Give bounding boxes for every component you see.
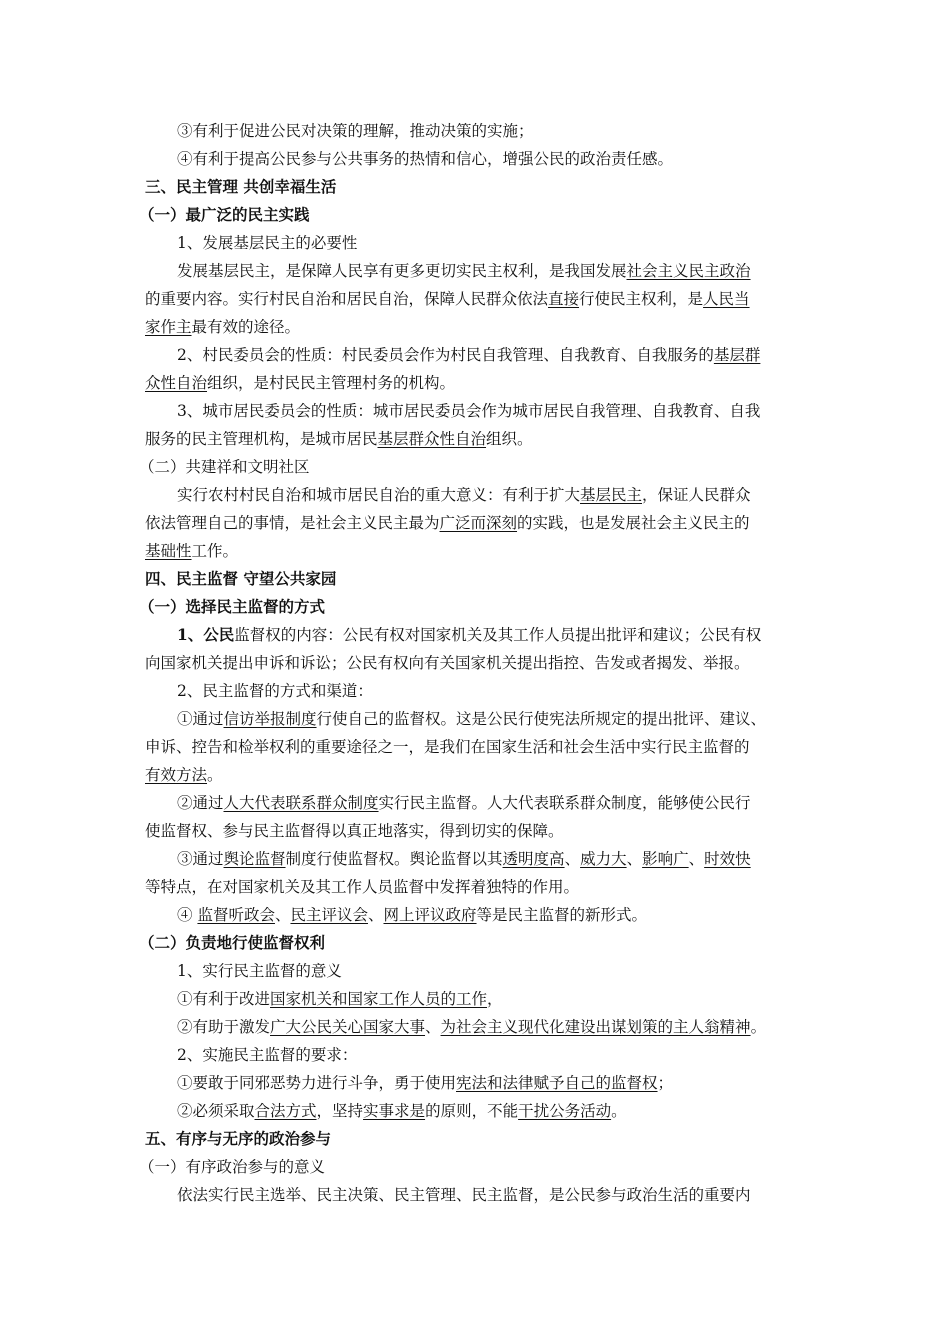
- text-line: [145, 285, 810, 313]
- text-span: 发展基层民主，是保障人民享有更多更切实民主权利，是我国发展: [177, 262, 627, 280]
- text-span: ①通过: [177, 710, 224, 728]
- text-span: 实行农村村民自治和城市居民自治的重大意义：有利于扩大: [177, 486, 581, 504]
- text-line: [145, 257, 810, 285]
- document-page: [139, 117, 810, 1209]
- text-line: [145, 873, 810, 901]
- text-span: 、: [626, 850, 643, 868]
- text-span: ③有利于促进公民对决策的理解，推动决策的实施；: [177, 122, 534, 140]
- text-span: 制度行使监督权。舆论监督以其: [285, 850, 503, 868]
- text-span: 依法实行民主选举、民主决策、民主管理、民主监督，是公民参与政治生活的重要内: [177, 1186, 751, 1204]
- text-line: [145, 425, 810, 453]
- text-span: 。: [750, 1018, 767, 1036]
- text-span: 2、民主监督的方式和渠道：: [177, 682, 373, 700]
- text-line: [145, 677, 810, 705]
- underlined-term: 宪法和法律赋予自己的监督权: [456, 1074, 658, 1092]
- text-span: ，: [487, 990, 503, 1008]
- text-span: 的原则，不能: [425, 1102, 519, 1120]
- text-span: 组织。: [486, 430, 533, 448]
- text-line: [145, 845, 810, 873]
- text-line: [145, 341, 810, 369]
- underlined-term: 威力大: [580, 850, 627, 868]
- underlined-term: 网上评议政府: [383, 906, 477, 924]
- text-line: [145, 1069, 810, 1097]
- text-line: [145, 117, 810, 145]
- underlined-term: 舆论监督: [223, 850, 286, 868]
- text-span: 等特点，在对国家机关及其工作人员监督中发挥着独特的作用。: [145, 878, 580, 896]
- text-line: [145, 145, 810, 173]
- underlined-term: 干扰公务活动: [518, 1102, 612, 1120]
- text-span: ；: [657, 1074, 674, 1092]
- text-span: 3、城市居民委员会的性质：城市居民委员会作为城市居民自我管理、自我教育、自我: [177, 402, 761, 420]
- text-line: [145, 705, 810, 733]
- text-span: 实行民主监督。人大代表联系群众制度，能够使公民行: [378, 794, 751, 812]
- underlined-term: 透明度高: [502, 850, 565, 868]
- text-span: 2、实施民主监督的要求：: [177, 1046, 358, 1064]
- text-line: [145, 229, 810, 257]
- subsection-heading: [139, 453, 810, 481]
- underlined-term: 实事求是: [363, 1102, 426, 1120]
- text-line: [145, 1181, 810, 1209]
- underlined-term: 基层群: [713, 346, 761, 364]
- text-span: （一）选择民主监督的方式: [139, 597, 326, 616]
- text-span: 使监督权、参与民主监督得以真正地落实，得到切实的保障。: [145, 822, 564, 840]
- underlined-term: 民主评议会: [290, 906, 368, 924]
- text-span: 三、民主管理 共创幸福生活: [145, 177, 337, 196]
- underlined-term: 家作主: [145, 318, 192, 336]
- underlined-term: 监督听政会: [197, 906, 275, 924]
- underlined-term: 基层民主: [580, 486, 643, 504]
- text-span: （二）共建祥和文明社区: [139, 458, 310, 476]
- text-span: 、: [564, 850, 581, 868]
- text-line: [145, 985, 810, 1013]
- text-span: 行使自己的监督权。这是公民行使宪法所规定的提出批评、建议、: [316, 710, 767, 728]
- text-line: [145, 957, 810, 985]
- text-span: 组织，是村民民主管理村务的机构。: [207, 374, 456, 392]
- subsection-heading: [139, 1153, 810, 1181]
- underlined-term: 社会主义民主政治: [626, 262, 751, 280]
- section-heading: [145, 565, 810, 593]
- text-span: 1、发展基层民主的必要性: [177, 234, 358, 252]
- text-line: [145, 817, 810, 845]
- text-span: ②通过: [177, 794, 224, 812]
- text-span: 四、民主监督 守望公共家园: [145, 569, 337, 588]
- text-line: [145, 1097, 810, 1125]
- text-line: [145, 761, 810, 789]
- text-span: 、: [274, 906, 291, 924]
- text-span: 2、村民委员会的性质：村民委员会作为村民自我管理、自我教育、自我服务的: [177, 346, 714, 364]
- subsection-heading: [139, 593, 810, 621]
- text-line: [145, 537, 810, 565]
- text-span: ④有利于提高公民参与公共事务的热情和信心，增强公民的政治责任感。: [177, 150, 674, 168]
- underlined-term: 人大代表联系群众制度: [223, 794, 379, 812]
- text-line: [145, 369, 810, 397]
- underlined-term: 信访举报制度: [223, 710, 317, 728]
- underlined-term: 直接: [548, 290, 580, 308]
- text-span: 申诉、控告和检举权利的重要途径之一，是我们在国家生活和社会生活中实行民主监督的: [145, 738, 750, 756]
- text-span: 最有效的途径。: [191, 318, 301, 336]
- text-span: ②有助于激发: [177, 1018, 271, 1036]
- text-span: 依法管理自己的事情，是社会主义民主最为: [145, 514, 440, 532]
- text-span: 、: [425, 1018, 441, 1036]
- text-line: [145, 649, 810, 677]
- text-line: [145, 789, 810, 817]
- text-span: 1、实行民主监督的意义: [177, 962, 342, 980]
- text-span: 向国家机关提出申诉和诉讼；公民有权向有关国家机关提出指控、告发或者揭发、举报。: [145, 654, 750, 672]
- text-span: ，保证人民群众: [642, 486, 751, 504]
- text-span: 。: [207, 766, 223, 784]
- text-line: [145, 621, 810, 649]
- underlined-term: 广泛而深刻: [439, 514, 518, 532]
- text-span: 服务的民主管理机构，是城市居民: [145, 430, 378, 448]
- text-line: [145, 901, 810, 929]
- text-span: 行使民主权利，是: [579, 290, 704, 308]
- underlined-term: 合法方式: [254, 1102, 317, 1120]
- underlined-term: 有效方法: [145, 766, 208, 784]
- underlined-term: 国家机关和国家工作人员的工作: [270, 990, 488, 1008]
- text-span: 的实践，也是发展社会主义民主的: [517, 514, 750, 532]
- text-span: （二）负责地行使监督权利: [139, 933, 326, 952]
- text-span: 的重要内容。实行村民自治和居民自治，保障人民群众依法: [145, 290, 549, 308]
- text-span: 五、有序与无序的政治参与: [145, 1129, 332, 1148]
- text-span: ①有利于改进: [177, 990, 271, 1008]
- section-heading: [145, 1125, 810, 1153]
- text-line: [145, 397, 810, 425]
- underlined-term: 基础性: [145, 542, 192, 560]
- text-span: 、: [367, 906, 384, 924]
- text-span: 等是民主监督的新形式。: [476, 906, 648, 924]
- section-heading: [145, 173, 810, 201]
- text-span: 工作。: [191, 542, 239, 560]
- text-line: [145, 1013, 810, 1041]
- underlined-term: 众性自治: [145, 374, 208, 392]
- underlined-term: 人民当: [703, 290, 750, 308]
- text-line: [145, 313, 810, 341]
- subsection-heading: [139, 201, 810, 229]
- text-line: [145, 481, 810, 509]
- text-span: （一）有序政治参与的意义: [139, 1158, 326, 1176]
- underlined-term: 时效快: [704, 850, 751, 868]
- text-span: ③通过: [177, 850, 224, 868]
- text-span: ②必须采取: [177, 1102, 255, 1120]
- text-span: （一）最广泛的民主实践: [139, 205, 310, 224]
- text-span: ，坚持: [316, 1102, 364, 1120]
- underlined-term: 影响广: [642, 850, 689, 868]
- underlined-term: 为社会主义现代化建设出谋划策的主人翁精神: [440, 1018, 751, 1036]
- text-line: [145, 733, 810, 761]
- text-span: 监督权的内容：公民有权对国家机关及其工作人员提出批评和建议；公民有权: [234, 626, 762, 644]
- text-line: [145, 1041, 810, 1069]
- underlined-term: 广大公民关心国家大事: [270, 1018, 426, 1036]
- text-line: [145, 509, 810, 537]
- underlined-term: 基层群众性自治: [377, 430, 487, 448]
- text-span: ④: [177, 906, 198, 924]
- text-span: 。: [611, 1102, 627, 1120]
- text-span: 、: [688, 850, 705, 868]
- subsection-heading: [139, 929, 810, 957]
- text-span: ①要敢于同邪恶势力进行斗争，勇于使用: [177, 1074, 457, 1092]
- bold-term: 1、公民: [177, 625, 235, 644]
